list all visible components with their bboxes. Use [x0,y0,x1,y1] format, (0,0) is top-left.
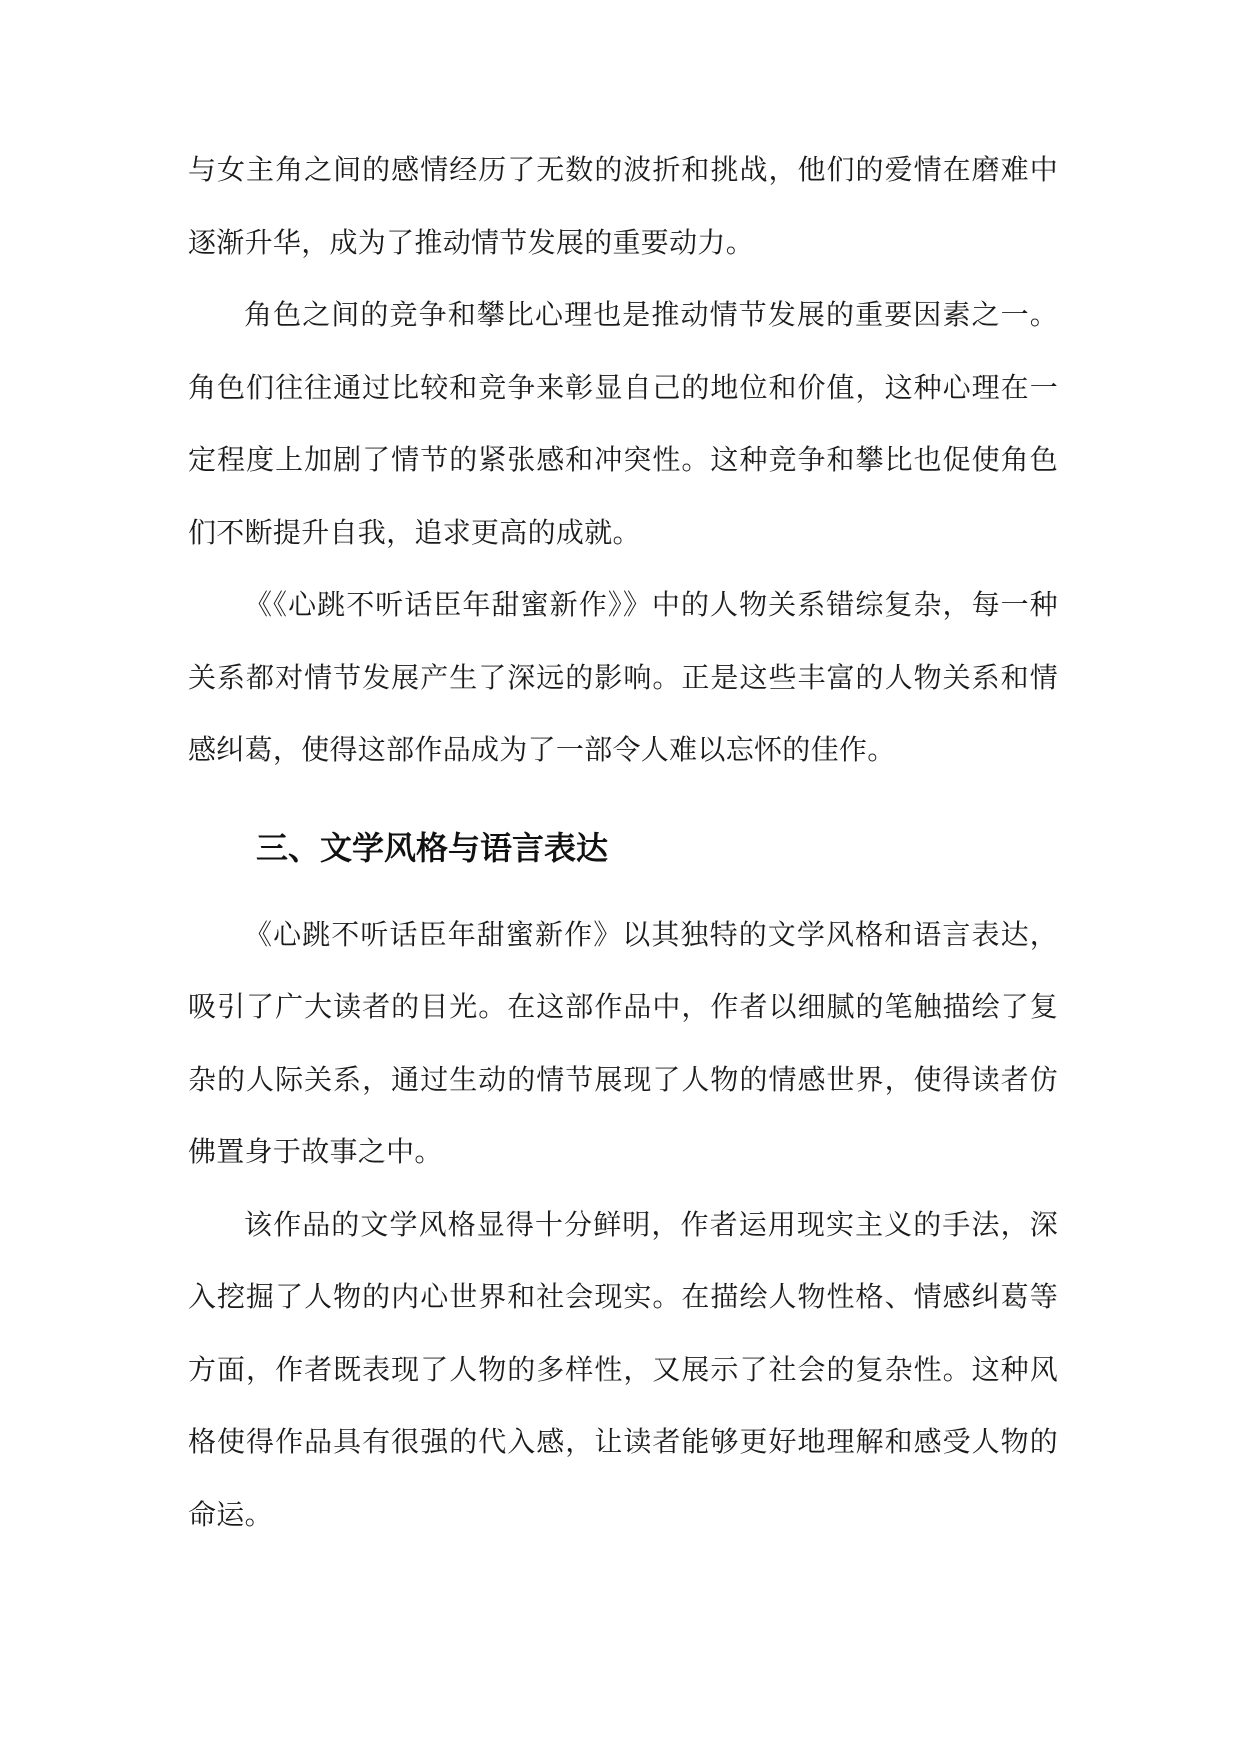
paragraph-2: 角色之间的竞争和攀比心理也是推动情节发展的重要因素之一。角色们往往通过比较和竞争来彰显自己的地位和价值，这种心理在一定程度上加剧了情节的紧张感和冲突性。这种竞争和攀比也促使角色们不断提升自我，追求更高的成就。 [188,298,1058,549]
paragraph-4: 《心跳不听话臣年甜蜜新作》以其独特的文学风格和语言表达，吸引了广大读者的目光。在这部作品中，作者以细腻的笔触描绘了复杂的人际关系，通过生动的情节展现了人物的情感世界，使得读者仿佛置身于故事之中。 [188,917,1058,1168]
paragraph-5: 该作品的文学风格显得十分鲜明，作者运用现实主义的手法，深入挖掘了人物的内心世界和社会现实。在描绘人物性格、情感纠葛等方面，作者既表现了人物的多样性，又展示了社会的复杂性。这种风格使得作品具有很强的代入感，让读者能够更好地理解和感受人物的命运。 [188,1207,1058,1531]
paragraph-3: 《《心跳不听话臣年甜蜜新作》》中的人物关系错综复杂，每一种关系都对情节发展产生了深远的影响。正是这些丰富的人物关系和情感纠葛，使得这部作品成为了一部令人难以忘怀的佳作。 [188,588,1058,766]
section-heading: 三、文学风格与语言表达 [256,828,609,867]
paragraph-1: 与女主角之间的感情经历了无数的波折和挑战，他们的爱情在磨难中逐渐升华，成为了推动情节发展的重要动力。 [188,153,1058,259]
document-body [188,134,1058,1551]
